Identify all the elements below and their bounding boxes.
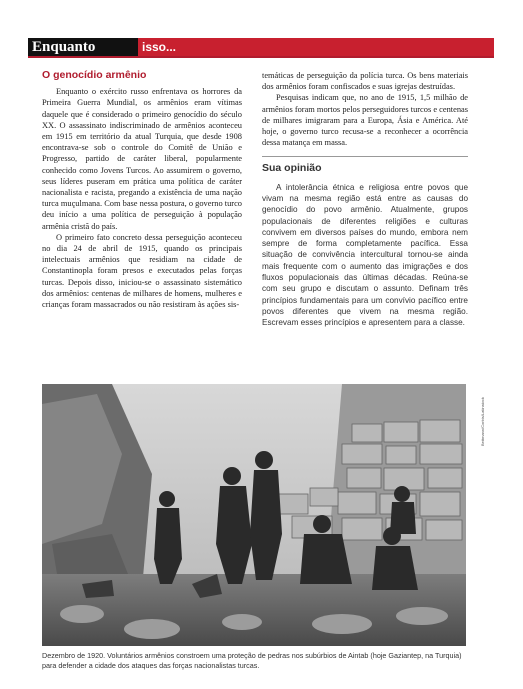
article-paragraph: Enquanto o exército russo enfrentava os horrores da Primeira Guerra Mundial, os armênios eram vítimas daquele que é considerado o primeiro genocídio do século XX. O assassinato indiscriminado de armênios aconteceu em 1915 em território da atual Turquia, que desde 1908 encontrava-se sob o controle do Comitê de União e Progresso, partido de caráter liberal, popularmente conhecido como Jovens Turcos. Ao assumirem o governo, seus líderes puseram em prática uma política de caráter nacionalista e racista, pregando a existência de uma nação turca muçulmana. Com base nessa postura, o governo turco deu início a uma política de perseguição à população armênia cristã do país. — [42, 87, 242, 231]
photo-illustration — [42, 384, 466, 646]
article-paragraph: O primeiro fato concreto dessa perseguição aconteceu no dia 24 de abril de 1915, quando os principais intelectuais armênios que residiam na cidade de Constantinopla foram presos e executados pelas forças turcas. Depois disso, iniciou-se o assassinato sistemático dos armênios: centenas de milhares de homens, mulheres e crianças foram massacrados ou não resistiram às ações sis- — [42, 232, 242, 310]
article-right-column — [262, 70, 468, 328]
article-paragraph: Pesquisas indicam que, no ano de 1915, 1,5 milhão de armênios foram mortos pelos perseguidores turcos e centenas de milhares imigraram para a Europa, Ásia e América. Até hoje, o governo turco recusa-se a reconhecer a ocorrência dessa matança em massa. — [262, 93, 468, 148]
header-title-black: Enquanto — [28, 38, 138, 56]
article-left-column — [42, 70, 242, 310]
opinion-heading: Sua opinião — [262, 156, 468, 174]
article-heading: O genocídio armênio — [42, 69, 147, 81]
section-header — [28, 38, 494, 58]
article-paragraph: temáticas de perseguição da polícia turca. Os bens materiais dos armênios foram confiscados e suas igrejas destruídas. — [262, 71, 468, 92]
header-title-red: isso... — [138, 38, 494, 56]
opinion-text: A intolerância étnica e religiosa entre povos que vivam na mesma região está entre as causas do genocídio do povo armênio. Atualmente, grupos populacionais de diferentes religiões e culturas convivem em diversos países do mundo, embora nem sempre de forma completamente pacífica. Essa situação de convivência intercultural tornou-se ainda mais frequente com o aumento das imigrações e dos fluxos populacionais das últimas décadas. Reúna-se com seu grupo e discutam o assunto. Definam três princípios fundamentais para um convívio pacífico entre povos diferentes que vivem na mesma região. Escrevam esses princípios e apresentem para a classe. — [262, 182, 468, 328]
historical-photo — [42, 384, 466, 646]
photo-caption: Dezembro de 1920. Voluntários armênios constroem uma proteção de pedras nos subúrbios de Aintab (hoje Gaziantep, na Turquia) para defender a cidade dos ataques das forças nacionalistas turcas. — [42, 651, 462, 670]
photo-credit: Bettmann/Corbis/Latinstock — [480, 397, 485, 446]
